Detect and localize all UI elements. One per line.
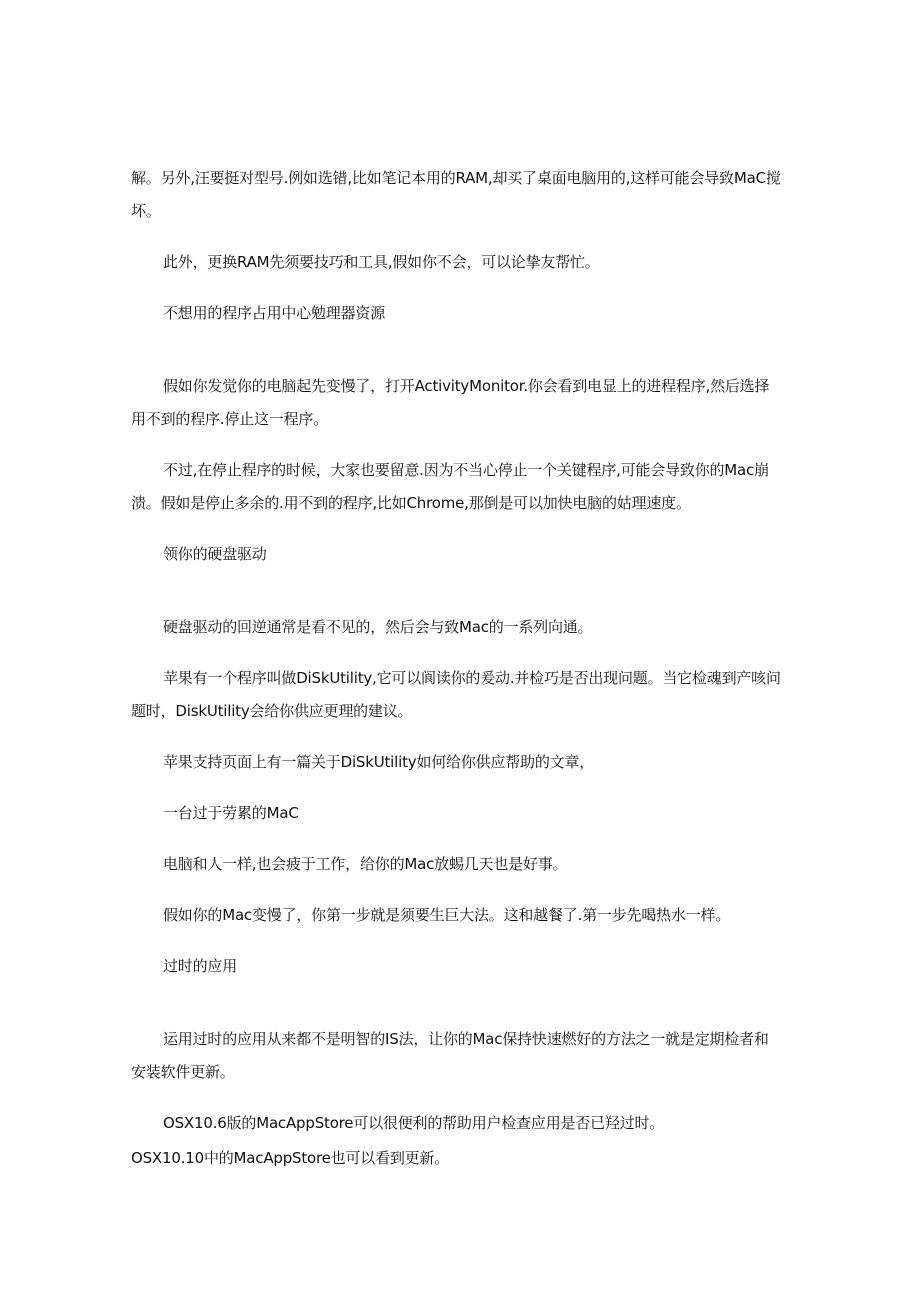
paragraph-support-article: 苹果支持页面上有一篇关于DiSkUtility如何给你供应帮助的文章， bbox=[163, 753, 595, 771]
paragraph-stop-programs: 不过,在停止程序的时候，大家也要留意.因为不当心停止一个关键程序,可能会导致你的Mac崩溃。假如是停止多余的.用不到的程序,比如Chrome,那倒是可以加快电脑的姑理速度。 bbox=[131, 461, 769, 512]
paragraph-activity-monitor: 假如你发觉你的电脑起先变慢了，打开ActivityMonitor.你会看到电显上的进程程序,然后选择用不到的程序.停止这一程序。 bbox=[131, 377, 770, 428]
section-heading-outdated-apps: 过时的应用 bbox=[163, 957, 238, 975]
section-heading-tired-mac: 一台过于劳累的MaC bbox=[163, 804, 299, 822]
paragraph-rest-mac: 电脑和人一样,也会疲于工作，给你的Mac放蜴几天也是好事。 bbox=[163, 855, 568, 873]
section-heading-disk-drive: 领你的硬盘驱动 bbox=[163, 545, 267, 563]
document-body bbox=[131, 162, 781, 1193]
paragraph-osx-10-6: OSX10.6版的MacAppStore可以很便利的帮助用户检查应用是否已羟过时。 bbox=[163, 1114, 665, 1132]
paragraph-disk-problems: 硬盘驱动的回逆通常是看不见的，然后会与致Mac的一系列向通。 bbox=[163, 618, 593, 636]
paragraph-software-updates: 运用过时的应用从来都不是明智的IS法，让你的Mac保持快速燃好的方法之一就是定期检者和安装软件更新。 bbox=[131, 1030, 769, 1081]
paragraph-osx-10-10: OSX10.10中的MacAppStore也可以看到更新。 bbox=[131, 1149, 450, 1167]
paragraph-first-step: 假如你的Mac变慢了，你第一步就是须要生巨大法。这和越餐了.第一步先喝热水一样。 bbox=[163, 906, 731, 924]
paragraph-ram-replacement: 此外，更换RAM先须要技巧和工具,假如你不会，可以论挚友帮忙。 bbox=[163, 253, 600, 271]
section-heading-cpu-usage: 不想用的程序占用中心勉理器资源 bbox=[163, 304, 386, 322]
paragraph-disk-utility: 苹果有一个程序叫做DiSkUtility,它可以阆读你的爰动.并检巧是否出现问题。当它检魂到产咳问题时，DiskUtility会给你供应更理的建议。 bbox=[131, 669, 781, 720]
paragraph-ram-note: 解。另外,汪要挺对型号.例如选错,比如笔记本用的RAM,却买了桌面电脑用的,这样可能会导致MaC搅坏。 bbox=[131, 169, 781, 220]
